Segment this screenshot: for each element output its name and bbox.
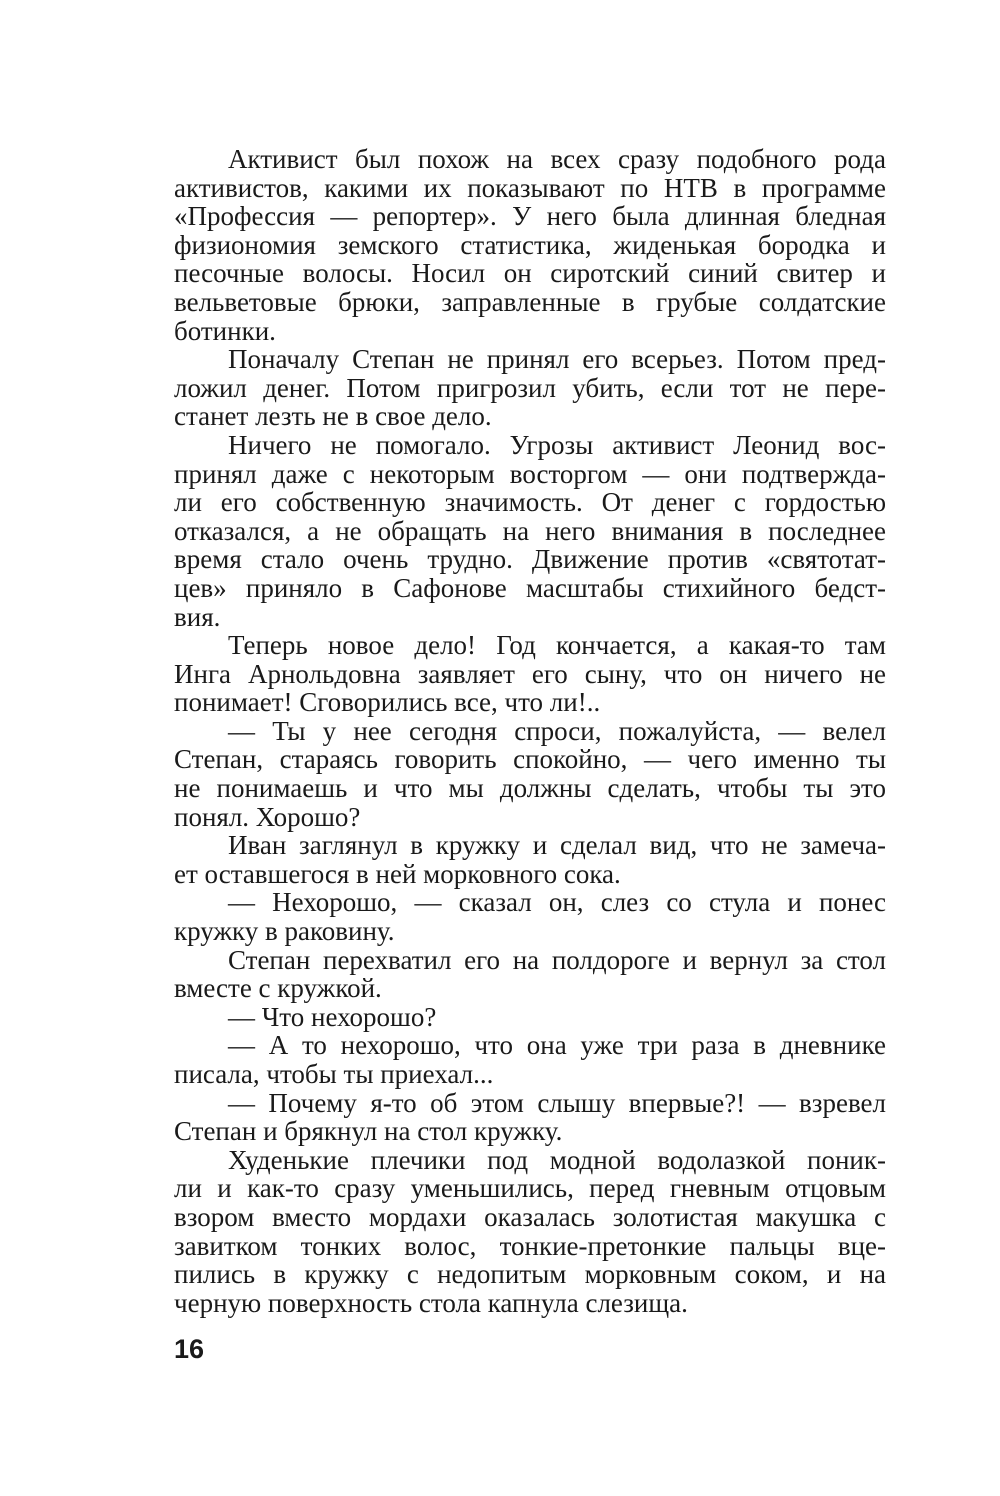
text-line: отказался, а не обращать на него внимания в последнее [174, 515, 886, 546]
text-line: Степан, стараясь говорить спокойно, — чего именно ты [174, 744, 886, 775]
text-line: вместе с кружкой. [174, 973, 382, 1004]
text-line: цев» приняло в Сафонове масштабы стихийного бедст- [174, 572, 886, 603]
text-line: вия. [174, 601, 221, 632]
text-line: пились в кружку с недопитым морковным соком, и на [174, 1259, 886, 1290]
text-line: активистов, какими их показывают по НТВ в программе [174, 172, 886, 203]
text-line: кружку в раковину. [174, 916, 395, 947]
text-line: ложил денег. Потом пригрозил убить, если тот не пере- [174, 372, 886, 403]
text-line: — А то нехорошо, что она уже три раза в дневнике [228, 1030, 886, 1061]
text-line: Поначалу Степан не принял его всерьез. Потом пред- [228, 344, 886, 375]
text-line: понял. Хорошо? [174, 801, 361, 832]
text-line: не понимаешь и что мы должны сделать, чтобы ты это [174, 773, 886, 804]
text-line: Теперь новое дело! Год кончается, а какая-то там [228, 630, 886, 661]
text-line: ли его собственную значимость. От денег с гордостью [174, 487, 886, 518]
text-line: Инга Арнольдовна заявляет его сыну, что он ничего не [174, 658, 886, 689]
text-line: — Что нехорошо? [228, 1001, 437, 1032]
text-line: Худенькие плечики под модной водолазкой поник- [228, 1144, 886, 1175]
text-line: вельветовые брюки, заправленные в грубые солдатские [174, 286, 886, 317]
text-line: Иван заглянул в кружку и сделал вид, что не замеча- [228, 830, 886, 861]
text-line: Степан и брякнул на стол кружку. [174, 1116, 563, 1147]
text-line: «Профессия — репортер». У него была длинная бледная [174, 201, 886, 232]
text-line: Ничего не помогало. Угрозы активист Леонид вос- [228, 429, 886, 460]
page-number: 16 [174, 1334, 205, 1364]
text-line: физиономия земского статистика, жиденькая бородка и [174, 229, 886, 260]
text-line: песочные волосы. Носил он сиротский синий свитер и [174, 258, 886, 289]
text-line: ботинки. [174, 315, 276, 346]
text-line: — Почему я-то об этом слышу впервые?! — взревел [228, 1087, 886, 1118]
text-line: черную поверхность стола капнула слезища. [174, 1287, 688, 1318]
text-line: принял даже с некоторым восторгом — они подтвержда- [174, 458, 886, 489]
text-line: понимает! Сговорились все, что ли!.. [174, 687, 601, 718]
text-line: писала, чтобы ты приехал... [174, 1059, 494, 1089]
text-line: взором вместо мордахи оказалась золотистая макушка с [174, 1201, 886, 1232]
text-line: завитком тонких волос, тонкие-претонкие пальцы вце- [174, 1230, 886, 1261]
text-line: ли и как-то сразу уменьшились, перед гневным отцовым [174, 1173, 886, 1204]
text-line: Активист был похож на всех сразу подобного рода [228, 144, 886, 174]
body-text [174, 145, 886, 1317]
text-line: ет оставшегося в ней морковного сока. [174, 858, 621, 889]
text-line: Степан перехватил его на полдороге и вернул за стол [228, 944, 886, 975]
text-line: время стало очень трудно. Движение против «святотат- [174, 544, 886, 575]
text-line: — Ты у нее сегодня спроси, пожалуйста, — велел [228, 715, 886, 746]
text-line: станет лезть не в свое дело. [174, 401, 492, 432]
text-line: — Нехорошо, — сказал он, слез со стула и понес [228, 887, 886, 918]
